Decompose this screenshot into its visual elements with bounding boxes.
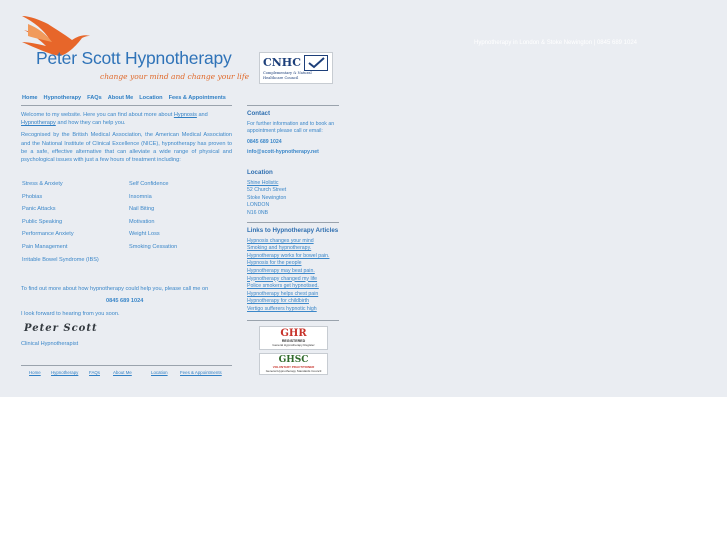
condition-item: Public Speaking <box>22 218 63 225</box>
nav-home[interactable]: Home <box>22 95 38 101</box>
condition-item: Weight Loss <box>129 231 160 238</box>
footer-home[interactable]: Home <box>29 370 41 375</box>
condition-item: Stress & Anxiety <box>22 181 63 187</box>
nav-faqs[interactable]: FAQs <box>87 95 102 101</box>
nav-about-me[interactable]: About Me <box>107 95 134 101</box>
sidebar-divider <box>247 320 339 321</box>
nav-fees[interactable]: Fees & Appointments <box>168 95 226 101</box>
logo-tagline: change your mind and change your life <box>100 72 250 81</box>
footer-about-me[interactable]: About Me <box>113 370 132 375</box>
intro-and: and <box>196 112 208 118</box>
article-link[interactable]: Hypnotherapy changed my life <box>247 275 318 282</box>
hypnotherapy-link[interactable]: Hypnotherapy <box>21 120 56 127</box>
site-logo[interactable] <box>20 14 250 84</box>
sidebar-divider <box>247 105 339 106</box>
contact-email[interactable]: info@scott-hypnotherapy.net <box>247 149 319 156</box>
contact-heading: Contact <box>247 110 271 117</box>
ghr-caption: REGISTERED <box>281 339 306 343</box>
condition-item: Phobias <box>22 193 43 200</box>
sidebar-divider <box>247 222 339 223</box>
top-nav <box>22 95 232 101</box>
article-link[interactable]: Smoking and hypnotherapy. <box>247 245 312 252</box>
cnhc-badge[interactable] <box>259 52 333 84</box>
intro-text: Welcome to my website. Here you can find about more about <box>21 112 174 118</box>
ghsc-caption: VOLUNTARY PRACTITIONER <box>272 365 315 369</box>
location-line: 52 Church Street <box>247 187 287 194</box>
article-link[interactable]: Hypnotherapy helps chest pain <box>247 290 319 297</box>
ghsc-badge[interactable] <box>259 353 328 375</box>
intro-paragraph <box>21 111 232 127</box>
condition-item: Motivation <box>129 218 155 225</box>
signature: Peter Scott <box>24 323 98 334</box>
condition-item: Pain Management <box>22 244 68 250</box>
footer-faqs[interactable]: FAQs <box>89 370 100 375</box>
nav-divider <box>21 105 232 106</box>
intro-suffix: and how they can help you. <box>55 120 126 127</box>
condition-item: Nail Biting <box>129 206 155 213</box>
footer-fees[interactable]: Fees & Appointments <box>180 370 222 375</box>
location-venue-link[interactable]: Shine Holistic <box>247 179 279 186</box>
cnhc-caption: Healthcare Council <box>263 76 299 80</box>
article-link[interactable]: Hypnosis for the people <box>247 260 302 267</box>
ghsc-logo-text: GHSC <box>278 355 309 365</box>
location-line: Stoke Newington <box>247 194 287 201</box>
condition-item: Smoking Cessation <box>129 244 178 250</box>
location-section <box>247 169 339 218</box>
header-faint-text: Hypnotherapy in London & Stoke Newington | 0845 689 1024 <box>474 40 638 46</box>
nav-location[interactable]: Location <box>139 95 163 101</box>
article-link[interactable]: Hypnotherapy works for bowel pain. <box>247 252 330 259</box>
ghr-caption: General Hypnotherapy Register <box>272 343 315 347</box>
find-out-text: To find out more about how hypnotherapy could help you, please call me on <box>21 286 209 292</box>
hypnosis-link[interactable]: Hypnosis <box>173 112 197 118</box>
main-content <box>21 111 232 168</box>
articles-section <box>247 227 339 314</box>
checkmark-icon <box>304 55 328 71</box>
condition-item: Panic Attacks <box>22 206 56 213</box>
article-link[interactable]: Hypnotherapy may beat pain. <box>247 267 315 274</box>
contact-section <box>247 110 339 157</box>
articles-heading: Links to Hypnotherapy Articles <box>247 227 339 234</box>
ghr-logo-text: GHR <box>280 328 307 339</box>
role-text: Clinical Hypnotherapist <box>21 341 79 347</box>
article-link[interactable]: Hypnotherapy for childbirth <box>247 298 309 305</box>
condition-item: Performance Anxiety <box>22 231 74 238</box>
location-heading: Location <box>247 169 273 176</box>
footer-hypnotherapy[interactable]: Hypnotherapy <box>51 370 79 375</box>
footer-divider <box>21 365 232 366</box>
logo-title: Peter Scott Hypnotherapy <box>36 48 232 68</box>
cnhc-caption: Complementary & Natural <box>263 71 312 75</box>
nav-hypnotherapy[interactable]: Hypnotherapy <box>43 95 82 101</box>
recognised-paragraph: Recognised by the British Medical Association, the American Medical Association and the National Institute of Clinical Excellence (NICE), hypnotherapy has proven to be a safe, effective alternative that can alleviate a wide range of physical and psychological issues with just a few hours of treatment including: <box>21 132 232 164</box>
ghsc-caption: General Hypnotherapy Standards Council <box>265 369 322 373</box>
condition-item: Irritable Bowel Syndrome (IBS) <box>22 256 99 263</box>
cnhc-logo-text: CNHC <box>263 56 301 69</box>
contact-text: For further information and to book an appointment please call or email: <box>247 120 335 135</box>
main-phone: 0845 689 1024 <box>106 298 144 304</box>
location-line: N16 0NB <box>247 209 269 216</box>
article-link[interactable]: Hypnosis changes your mind <box>247 237 314 244</box>
article-link[interactable]: Police smokers get hypnotised. <box>247 283 319 290</box>
look-forward-text: I look forward to hearing from you soon. <box>21 311 120 317</box>
ghr-badge[interactable] <box>259 326 328 350</box>
footer-location[interactable]: Location <box>151 370 168 375</box>
condition-item: Self Confidence <box>129 181 169 187</box>
contact-phone: 0845 689 1024 <box>247 138 282 145</box>
condition-item: Insomnia <box>129 193 152 200</box>
article-link[interactable]: Vertigo sufferers hypnotic high <box>247 305 317 312</box>
location-line: LONDON <box>247 202 270 209</box>
